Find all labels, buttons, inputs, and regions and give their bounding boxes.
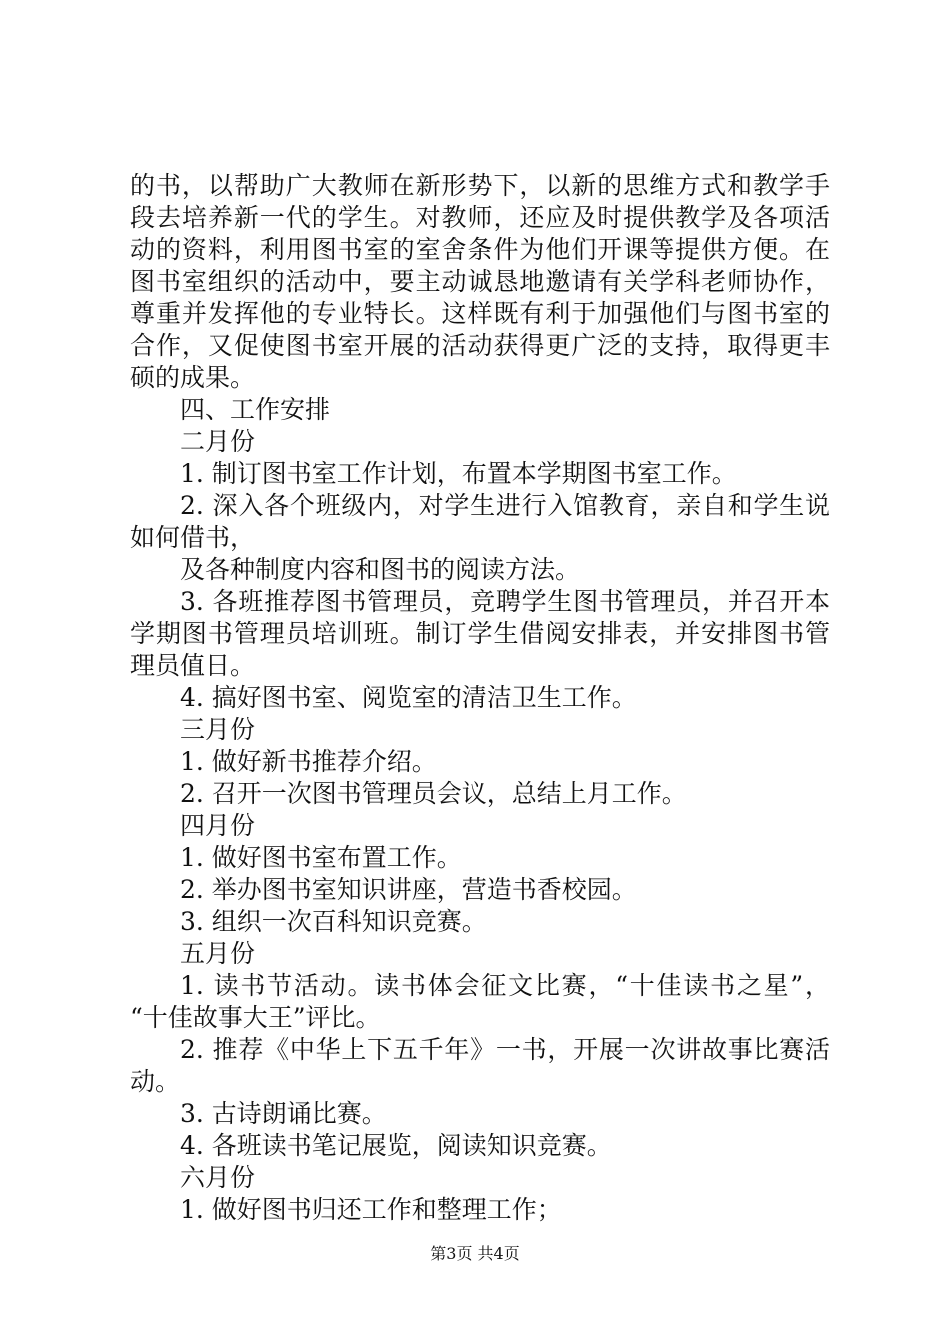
list-item: 1. 读书节活动。读书体会征文比赛，“十佳读书之星”， xyxy=(180,971,830,1000)
list-item: 1. 做好图书归还工作和整理工作； xyxy=(180,1195,562,1224)
text-line: 及各种制度内容和图书的阅读方法。 xyxy=(180,555,581,584)
list-item: 3. 古诗朗诵比赛。 xyxy=(180,1099,387,1128)
text-line: 理员值日。 xyxy=(130,651,256,680)
page-footer xyxy=(0,1243,950,1265)
text-line: 段去培养新一代的学生。对教师，还应及时提供教学及各项活 xyxy=(130,203,830,232)
month-heading: 六月份 xyxy=(180,1163,256,1192)
section-heading: 四、工作安排 xyxy=(180,395,331,424)
list-item: 2. 推荐《中华上下五千年》一书，开展一次讲故事比赛活 xyxy=(180,1035,830,1064)
month-heading: 五月份 xyxy=(180,939,256,968)
text-line: 动的资料，利用图书室的室舍条件为他们开课等提供方便。在 xyxy=(130,235,830,264)
list-item: 1. 制订图书室工作计划，布置本学期图书室工作。 xyxy=(180,459,737,488)
list-item: 4. 各班读书笔记展览，阅读知识竞赛。 xyxy=(180,1131,612,1160)
text-line: 如何借书， xyxy=(130,523,256,552)
list-item: 1. 做好图书室布置工作。 xyxy=(180,843,462,872)
text-line: 硕的成果。 xyxy=(130,363,256,392)
page-number: 第3页 共4页 xyxy=(430,1244,520,1263)
list-item: 2. 召开一次图书管理员会议，总结上月工作。 xyxy=(180,779,687,808)
month-heading: 三月份 xyxy=(180,715,256,744)
month-heading: 四月份 xyxy=(180,811,256,840)
text-line: 学期图书管理员培训班。制订学生借阅安排表，并安排图书管 xyxy=(130,619,830,648)
list-item: 4. 搞好图书室、阅览室的清洁卫生工作。 xyxy=(180,683,637,712)
document-body xyxy=(130,170,830,1226)
list-item: 3. 组织一次百科知识竞赛。 xyxy=(180,907,487,936)
list-item: 2. 举办图书室知识讲座，营造书香校园。 xyxy=(180,875,637,904)
month-heading: 二月份 xyxy=(180,427,256,456)
text-line: 的书，以帮助广大教师在新形势下，以新的思维方式和教学手 xyxy=(130,171,830,200)
text-line: 尊重并发挥他的专业特长。这样既有利于加强他们与图书室的 xyxy=(130,299,830,328)
text-line: “十佳故事大王”评比。 xyxy=(130,1003,381,1032)
text-line: 图书室组织的活动中，要主动诚恳地邀请有关学科老师协作， xyxy=(130,267,830,296)
text-line: 合作，又促使图书室开展的活动获得更广泛的支持，取得更丰 xyxy=(130,331,830,360)
list-item: 2. 深入各个班级内，对学生进行入馆教育，亲自和学生说 xyxy=(180,491,830,520)
list-item: 1. 做好新书推荐介绍。 xyxy=(180,747,437,776)
list-item: 3. 各班推荐图书管理员，竞聘学生图书管理员，并召开本 xyxy=(180,587,830,616)
text-line: 动。 xyxy=(130,1067,181,1096)
